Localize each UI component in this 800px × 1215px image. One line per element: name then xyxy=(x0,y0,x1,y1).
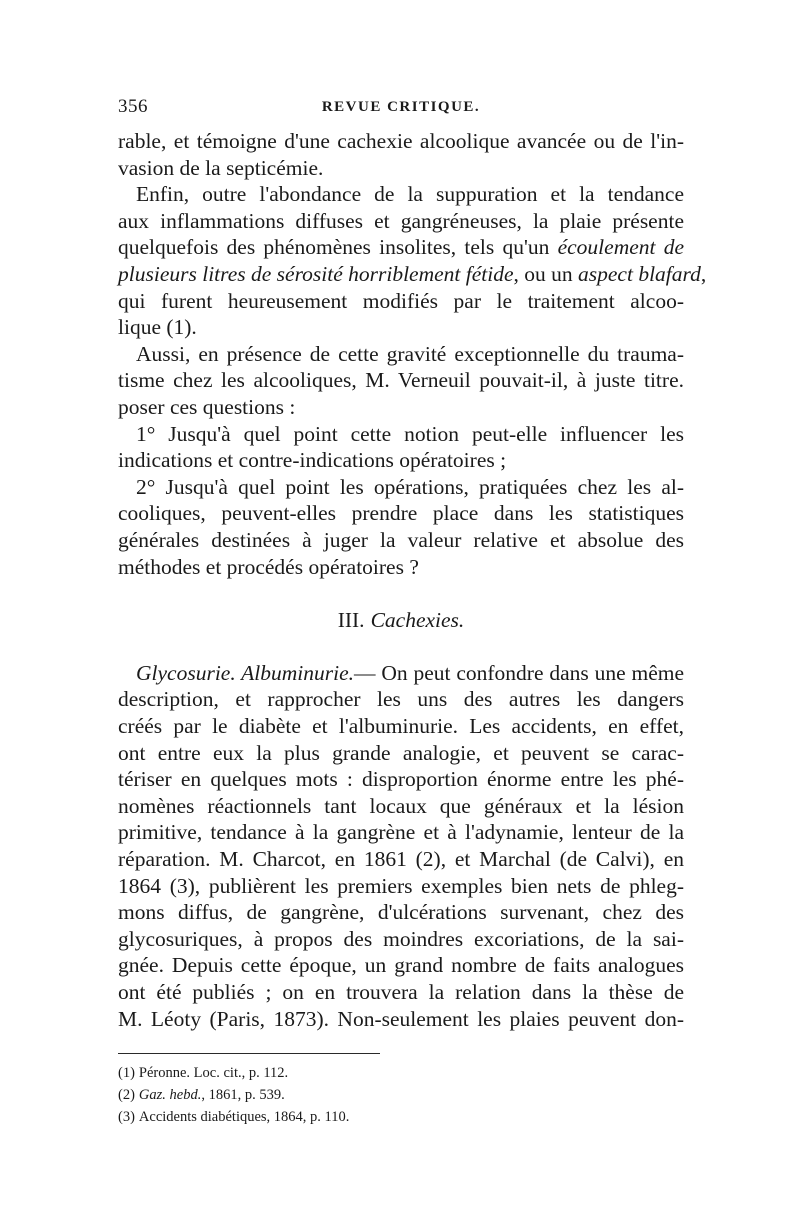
running-title: REVUE CRITIQUE. xyxy=(321,99,481,115)
footnote-mark: (2) xyxy=(118,1087,135,1103)
text-line: 2° Jusqu'à quel point les opérations, pratiquées chez les al- xyxy=(136,474,684,499)
text-line: ont été publiés ; on en trouvera la relation dans la thèse de xyxy=(118,980,684,1004)
text-line: indications et contre-indications opératoires ; xyxy=(118,448,507,473)
text-line xyxy=(118,660,684,687)
text-line: vasion de la septicémie. xyxy=(118,155,324,180)
text-line: gnée. Depuis cette époque, un grand nombre de faits analogues xyxy=(118,953,684,978)
section-heading xyxy=(118,607,684,634)
text-line: nomènes réactionnels tant locaux que généraux et la lésion xyxy=(118,793,684,818)
footnote-3 xyxy=(118,1106,684,1128)
footnote-text: Péronne. Loc. cit., p. 112. xyxy=(138,1065,289,1081)
text-line: 1864 (3), publièrent les premiers exemples bien nets de phleg- xyxy=(118,873,684,898)
footnotes xyxy=(118,1062,684,1128)
text-line: M. Léoty (Paris, 1873). Non-seulement les plaies peuvent don- xyxy=(118,1006,684,1031)
text-line: créés par le diabète et l'albuminurie. Les accidents, en effet, xyxy=(118,714,684,739)
footnote-italic: Gaz. hebd. xyxy=(138,1087,202,1103)
italic-phrase: Glycosurie. Albuminurie. xyxy=(136,660,355,685)
footnote-text: , 1861, p. 539. xyxy=(201,1087,285,1103)
text-line: qui furent heureusement modifiés par le traitement alcoo- xyxy=(118,288,684,313)
text-line: primitive, tendance à la gangrène et à l'adynamie, lenteur de la xyxy=(118,820,684,845)
text-line: méthodes et procédés opératoires ? xyxy=(118,554,419,579)
footnote-text: Accidents diabétiques, 1864, p. 110. xyxy=(138,1109,350,1125)
page-header xyxy=(118,96,684,122)
text-line: mons diffus, de gangrène, d'ulcérations survenant, chez des xyxy=(118,900,684,925)
text-fragment: , xyxy=(700,261,707,286)
text-line: Enfin, outre l'abondance de la suppuration et la tendance xyxy=(136,182,684,207)
section-number: III. xyxy=(337,607,365,632)
italic-phrase: aspect blafard xyxy=(578,261,701,286)
text-line: tériser en quelques mots : disproportion énorme entre les phé- xyxy=(118,767,684,792)
text-line: 1° Jusqu'à quel point cette notion peut-elle influencer les xyxy=(136,421,684,446)
footnote-2 xyxy=(118,1084,684,1106)
text-fragment: , ou un xyxy=(513,261,573,286)
footnote-mark: (3) xyxy=(118,1109,135,1125)
text-fragment: — On peut confondre dans une même xyxy=(354,660,684,685)
text-line xyxy=(118,234,684,261)
page-number: 356 xyxy=(118,96,148,117)
text-line: aux inflammations diffuses et gangréneuses, la plaie présente xyxy=(118,208,684,233)
text-line: réparation. M. Charcot, en 1861 (2), et Marchal (de Calvi), en xyxy=(118,847,684,872)
text-line: rable, et témoigne d'une cachexie alcoolique avancée ou de l'in- xyxy=(118,129,684,153)
text-line: cooliques, peuvent-elles prendre place dans les statistiques xyxy=(118,501,684,526)
text-line: Aussi, en présence de cette gravité exceptionnelle du trauma- xyxy=(136,341,684,366)
footnote-rule xyxy=(118,1053,380,1054)
text-line: ont entre eux la plus grande analogie, et peuvent se carac- xyxy=(118,740,684,765)
section-title: Cachexies. xyxy=(370,607,465,632)
footnote-mark: (1) xyxy=(118,1065,135,1081)
text-line: description, et rapprocher les uns des autres les dangers xyxy=(118,687,684,712)
text-line: générales destinées à juger la valeur relative et absolue des xyxy=(118,527,684,552)
spacer xyxy=(118,633,684,660)
text-line: lique (1). xyxy=(118,315,197,340)
main-text xyxy=(118,128,707,1032)
text-line: poser ces questions : xyxy=(118,394,296,419)
text-line xyxy=(118,261,707,288)
italic-phrase: plusieurs litres de sérosité horriblement fétide xyxy=(118,261,514,286)
text-line: glycosuriques, à propos des moindres excoriations, de la sai- xyxy=(118,926,684,951)
italic-phrase: écoulement de xyxy=(557,235,685,260)
footnote-1 xyxy=(118,1062,684,1084)
text-fragment: quelquefois des phénomènes insolites, tels qu'un xyxy=(118,235,550,260)
text-line: tisme chez les alcooliques, M. Verneuil pouvait-il, à juste titre. xyxy=(118,368,684,393)
